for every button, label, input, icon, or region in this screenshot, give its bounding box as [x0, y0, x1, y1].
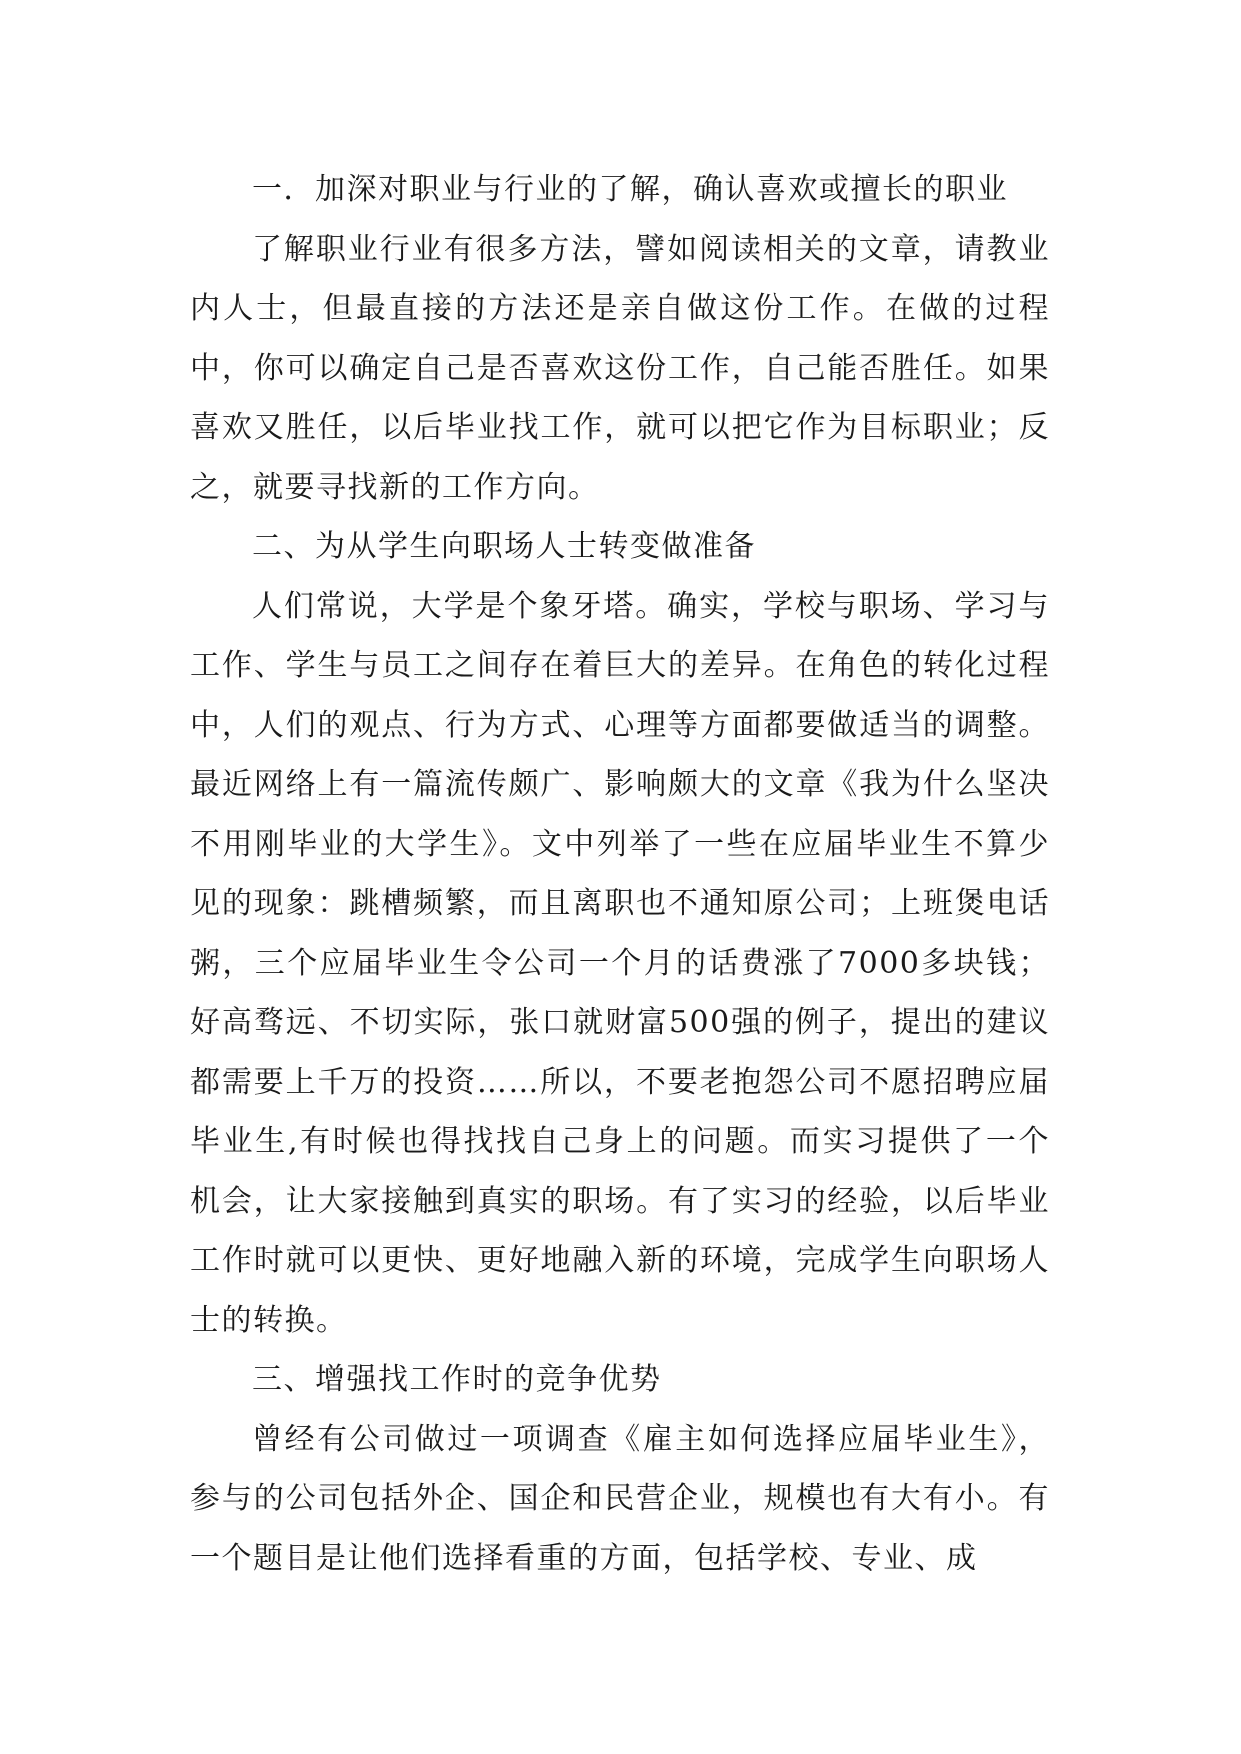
body-paragraph-3: 曾经有公司做过一项调查《雇主如何选择应届毕业生》，参与的公司包括外企、国企和民营企业，规模也有大有小。有一个题目是让他们选择看重的方面，包括学校、专业、成	[190, 1421, 1050, 1576]
section-heading-2: 二、为从学生向职场人士转变做准备	[252, 529, 756, 564]
body-paragraph-1: 了解职业行业有很多方法，譬如阅读相关的文章，请教业内人士，但最直接的方法还是亲自做这份工作。在做的过程中，你可以确定自己是否喜欢这份工作，自己能否胜任。如果喜欢又胜任，以后毕业找工作，就可以把它作为目标职业；反之，就要寻找新的工作方向。	[190, 231, 1050, 505]
document-body	[190, 160, 1050, 1588]
body-paragraph-2: 人们常说，大学是个象牙塔。确实，学校与职场、学习与工作、学生与员工之间存在着巨大的差异。在角色的转化过程中，人们的观点、行为方式、心理等方面都要做适当的调整。最近网络上有一篇流传颇广、影响颇大的文章《我为什么坚决不用刚毕业的大学生》。文中列举了一些在应届毕业生不算少见的现象：跳槽频繁，而且离职也不通知原公司；上班煲电话粥，三个应届毕业生令公司一个月的话费涨了7000多块钱；好高骛远、不切实际，张口就财富500强的例子，提出的建议都需要上千万的投资……所以，不要老抱怨公司不愿招聘应届毕业生,有时候也得找找自己身上的问题。而实习提供了一个机会，让大家接触到真实的职场。有了实习的经验，以后毕业工作时就可以更快、更好地融入新的环境，完成学生向职场人士的转换。	[190, 588, 1050, 1338]
section-heading-1: 一．加深对职业与行业的了解，确认喜欢或擅长的职业	[252, 172, 1008, 207]
section-heading-3: 三、增强找工作时的竞争优势	[252, 1362, 662, 1397]
